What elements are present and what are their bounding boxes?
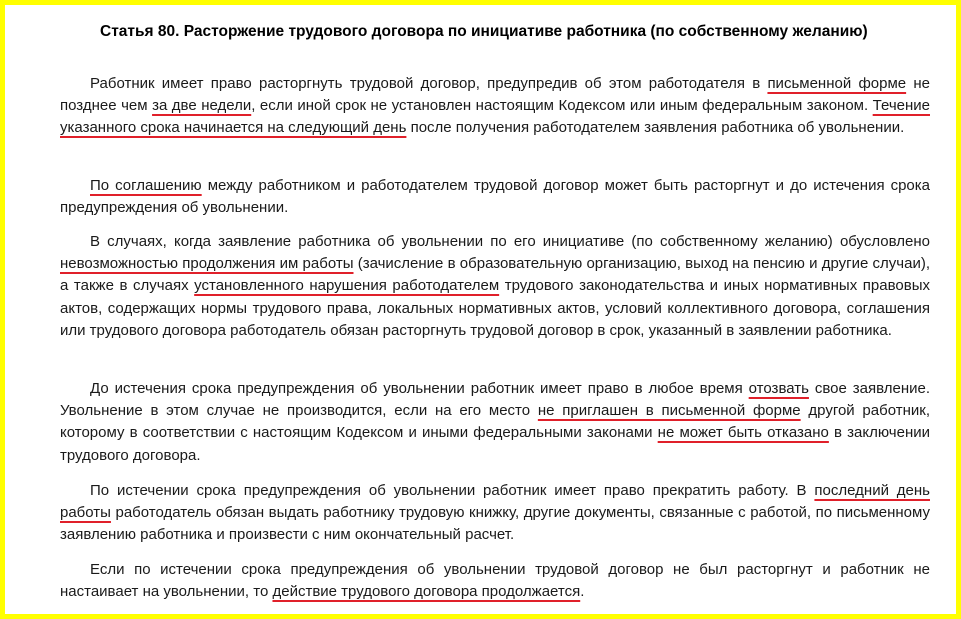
text-segment: между работником и работодателем трудовой договор может быть расторгнут и до истечения срока предупреждения об увольнении. — [60, 177, 931, 217]
text-segment: В случаях, когда заявление работника об увольнении по его инициативе (по собственному желанию) обусловлено — [90, 233, 930, 250]
paragraph-1 — [60, 73, 930, 140]
text-segment: трудового законодательства и иных нормативных правовых актов, содержащих нормы трудового права, локальных нормативных актов, условий коллективного договора, соглашения или трудового договора работодатель обязан расторгнуть трудовой договор в срок, указанный в заявлении работника. — [60, 277, 930, 339]
paragraph-6 — [60, 559, 930, 603]
underlined-phrase: Течение указанного срока начинается на следующий день — [60, 97, 930, 137]
text-segment: другой работник, которому в соответствии с настоящим Кодексом и иными федеральными законами — [60, 402, 930, 442]
text-segment: . — [580, 583, 585, 601]
text-segment: не позднее чем — [60, 75, 930, 115]
text-segment: свое заявление. Увольнение в этом случае не производится, если на его место — [60, 380, 930, 420]
underlined-phrase: установленного нарушения работодателем — [194, 277, 500, 295]
text-segment: , если иной срок не установлен настоящим Кодексом или иным федеральным законом. — [251, 97, 873, 115]
text-segment: По истечении срока предупреждения об увольнении работник имеет право прекратить работу. В — [90, 482, 815, 499]
paragraph-3 — [60, 231, 930, 342]
underlined-phrase: невозможностью продолжения им работы — [60, 255, 354, 273]
underlined-phrase: последний день работы — [60, 482, 930, 522]
underlined-phrase: не приглашен в письменной форме — [537, 402, 801, 420]
text-segment: после получения работодателем заявления работника об увольнении. — [406, 119, 905, 137]
underlined-phrase: за две недели — [152, 97, 252, 115]
paragraph-5 — [60, 480, 930, 547]
paragraph-4 — [60, 378, 930, 467]
article-title: Статья 80. Расторжение трудового договора по инициативе работника (по собственному желанию) — [100, 23, 868, 40]
text-segment: в заключении трудового договора. — [60, 424, 930, 464]
underlined-phrase: не может быть отказано — [657, 424, 829, 442]
text-segment: (зачисление в образовательную организацию, выход на пенсию и другие случаи), а также в случаях — [60, 255, 930, 295]
text-segment: Если по истечении срока предупреждения об увольнении трудовой договор не был расторгнут и работник не настаивает на увольнении, то — [60, 561, 930, 601]
text-segment: До истечения срока предупреждения об увольнении работник имеет право в любое время — [90, 380, 749, 397]
underlined-phrase: действие трудового договора продолжается — [272, 583, 581, 601]
underlined-phrase: По соглашению — [90, 177, 202, 194]
underlined-phrase: отозвать — [748, 380, 809, 397]
paragraph-2 — [60, 175, 930, 219]
text-segment: Работник имеет право расторгнуть трудовой договор, предупредив об этом работодателя в — [90, 75, 768, 92]
text-segment: работодатель обязан выдать работнику трудовую книжку, другие документы, связанные с работой, по письменному заявлению работника и произвести с ним окончательный расчет. — [60, 504, 930, 544]
underlined-phrase: письменной форме — [767, 75, 907, 92]
